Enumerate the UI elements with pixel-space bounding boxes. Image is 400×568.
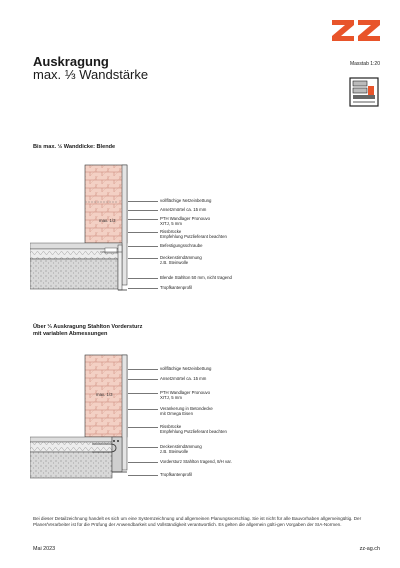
annotation-1-2: Ansetzmörtel ca. 15 mm [160,207,207,212]
detail-thumbnail-icon [349,77,379,107]
annotation-2-3: PTH Wandlager Pronouvo XITJ, 5 mm [160,390,210,400]
annotation-leader [128,409,158,410]
annotation-leader [128,201,158,202]
annotation-1-4: Rissbrücke Empfehlung Putzlieferant beachten [160,229,227,239]
annotation-2-7: Vordersturz Stahlton tragend, 8/H var. [160,459,232,464]
page-subtitle: max. ⅓ Wandstärke [33,67,149,82]
footer-url-link[interactable]: zz-ag.ch [359,546,380,552]
annotation-leader [128,369,158,370]
annotation-1-8: Tropfkantenprofil [160,285,193,290]
annotation-leader [128,447,158,448]
annotation-leader [128,288,158,289]
section-1-drawing [30,160,140,300]
annotation-leader [128,475,158,476]
annotation-2-2: Ansetzmörtel ca. 15 mm [160,376,207,381]
zz-logo [332,20,380,41]
annotation-1-5: Befestigungsschraube [160,243,203,248]
annotation-2-5: Rissbrücke Empfehlung Putzlieferant beachten [160,424,227,434]
annotation-leader [128,219,158,220]
footer-date: Mai 2023 [33,546,56,552]
annotation-1-6: Deckenstirndämmung z.B. Steinwolle [160,255,202,265]
annotation-leader [128,427,158,428]
footer-disclaimer: Bei dieser Detailzeichnung handelt es sich um eine Systemzeichnung und allgemeinen Planungsvorschlag. Sie ist nicht für alle Bauvorhaben allgemeingültig. Der Planer/Verarbeiter ist für die Prüfung der Anwendbarkeit und Vollständigkeit verantwortlich. Es gelten die allgemein gülti-gen Vorgaben der SIA-Normen. [33,516,362,527]
section-2-wall-label: max. 1/3 [96,392,113,397]
annotation-leader [128,210,158,211]
annotation-leader [128,232,158,233]
section-1-wall-label: max. 1/3 [99,218,116,223]
annotation-1-1: vollflächige Netzeinbettung [160,198,212,203]
annotation-leader [128,379,158,380]
annotation-leader [128,393,158,394]
section-2-title: Über ⅓ Auskragung Stahlton Vordersturz mit variablen Abmessungen [33,324,143,337]
annotation-2-4: Verankerung in Betondecke mit Omega Eisen [160,406,213,416]
annotation-2-8: Tropfkantenprofil [160,472,193,477]
section-2-drawing [30,350,140,485]
scale-label: Masstab 1:20 [349,61,380,67]
annotation-leader [128,246,158,247]
annotation-1-3: PTH Wandlager Pronouvo XITJ, 5 mm [160,216,210,226]
annotation-leader [128,278,158,279]
annotation-leader [128,462,158,463]
annotation-leader [128,258,158,259]
page-title: Auskragung [33,54,109,69]
section-1-title: Bis max. ½ Wanddicke: Blende [33,144,116,150]
annotation-1-7: Blende Stahlton 50 mm, nicht tragend [160,275,232,280]
annotation-2-6: Deckenstirndämmung z.B. Steinwolle [160,444,202,454]
annotation-2-1: vollflächige Netzeinbettung [160,366,212,371]
